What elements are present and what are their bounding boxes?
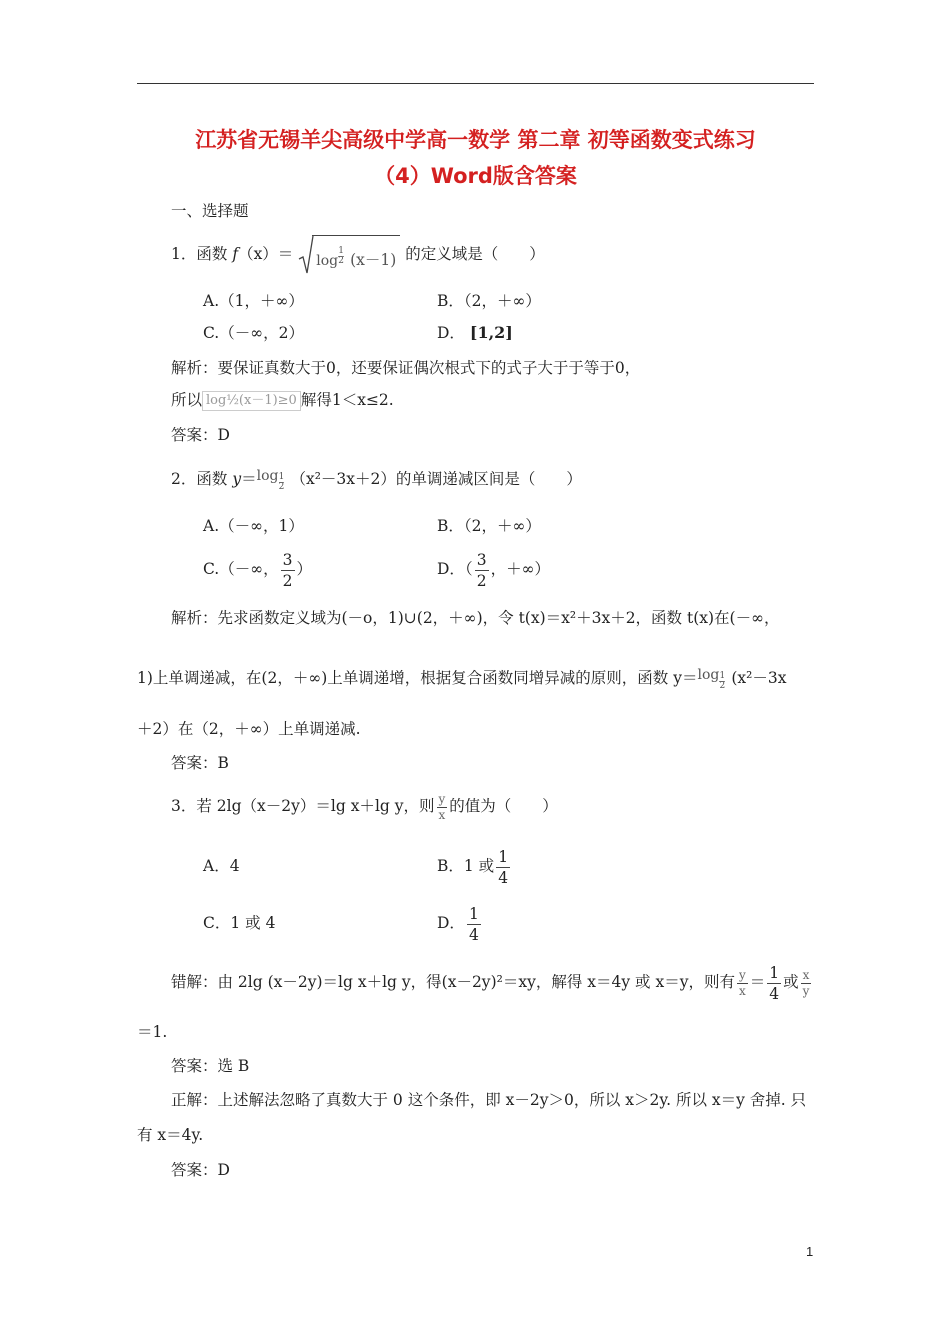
q2-option-a: A.（－∞，1） [203, 517, 304, 535]
q3-correct-solution-2: 有 x＝4y. [137, 1126, 204, 1144]
q1-option-b: B．（2，＋∞） [437, 292, 541, 310]
question-3: 3．若 2lg（x－2y）＝lg x＋lg y，则 $\frac{y}{x}$ 的值为（ ） [171, 791, 558, 822]
q3-answer-wrong: 答案：选 B [171, 1057, 250, 1075]
q2-option-d: D．（ $\frac{3}{2}$ ，＋∞） [437, 550, 550, 590]
q1-option-a: A.（1，＋∞） [203, 292, 304, 310]
formula-image: log½(x－1)≥0 [202, 391, 301, 411]
sqrt-expression: log 1 2 (x－1) [298, 233, 400, 277]
q3-option-c: C．1 或 4 [203, 914, 276, 932]
document-title-line1: 江苏省无锡羊尖高级中学高一数学 第二章 初等函数变式练习 [195, 128, 756, 152]
q2-explanation-2: 1)上单调递减，在(2，＋∞)上单调递增，根据复合函数同增异减的原则，函数 y＝log 1 2 (x²－3x [137, 667, 787, 691]
page-number: 1 [806, 1244, 814, 1259]
q1-explanation-1: 解析：要保证真数大于0，还要保证偶次根式下的式子大于于等于0， [171, 359, 641, 377]
q3-answer-correct: 答案：D [171, 1161, 230, 1179]
question-1: 1．函数 f（x）＝ log 1 2 (x－1) 的定义域是（ ） [171, 232, 545, 277]
q1-option-d: D． [1,2] [437, 323, 513, 342]
q3-correct-solution-1: 正解：上述解法忽略了真数大于 0 这个条件，即 x－2y＞0，所以 x＞2y. 所以 x＝y 舍掉. 只 [171, 1091, 807, 1109]
document-title-line2: （4）Word版含答案 [374, 164, 577, 188]
q3-wrong-solution-2: ＝1. [137, 1023, 168, 1041]
q3-option-b: B．1 或 $\frac{1}{4}$ [437, 847, 509, 887]
q2-answer: 答案：B [171, 754, 229, 772]
q1-explanation-2: 所以 log½(x－1)≥0 解得1＜x≤2. [171, 391, 394, 409]
radical-sign-icon [298, 233, 314, 277]
q2-explanation-1: 解析：先求函数定义域为(－o，1)∪(2，＋∞)，令 t(x)＝x²＋3x＋2，函数 t(x)在(－∞， [171, 609, 780, 627]
q3-wrong-solution-1: 错解：由 2lg (x－2y)＝lg x＋lg y，得(x－2y)²＝xy，解得 x＝4y 或 x＝y，则有 $\frac{y}{x}$ ＝ $\frac{1}{4}$ 或 $\frac{x}{y}$ [171, 963, 810, 1003]
q1-answer: 答案：D [171, 426, 230, 444]
question-2: 2．函数 y＝log 1 2 （x²－3x＋2）的单调递减区间是（ ） [171, 468, 582, 492]
q1-option-c: C.（－∞，2） [203, 324, 305, 342]
q2-option-c: C.（－∞， $\frac{3}{2}$ ） [203, 550, 313, 590]
q3-option-a: A．4 [203, 857, 240, 875]
q2-option-b: B．（2，＋∞） [437, 517, 541, 535]
header-rule [137, 83, 814, 84]
q3-option-d: D． $\frac{1}{4}$ [437, 904, 479, 944]
section-heading: 一、选择题 [171, 202, 249, 220]
q2-explanation-3: ＋2）在（2，＋∞）上单调递减. [137, 720, 361, 738]
